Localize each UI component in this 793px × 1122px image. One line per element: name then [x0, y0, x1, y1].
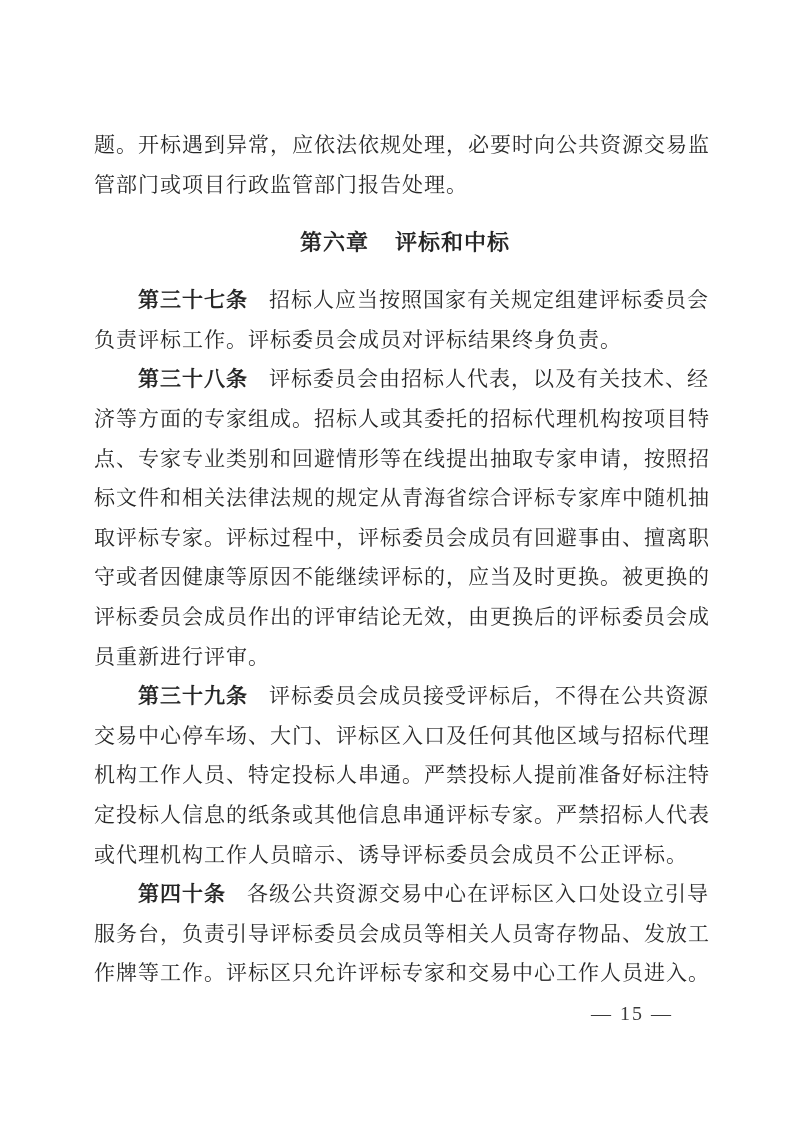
paragraph-line: 题。开标遇到异常，应依法依规处理，必要时向公共资源交易监 — [94, 133, 710, 157]
article-40-label: 第四十条 — [138, 882, 226, 907]
article-39-line: 或代理机构工作人员暗示、诱导评标委员会成员不公正评标。 — [94, 842, 688, 867]
article-39-line: 定投标人信息的纸条或其他信息串通评标专家。严禁招标人代表 — [94, 802, 710, 827]
article-40-first-line — [94, 875, 716, 915]
article-39-label: 第三十九条 — [138, 684, 248, 709]
article-37-line: 负责评标工作。评标委员会成员对评标结果终身负责。 — [94, 327, 622, 352]
article-39-line: 交易中心停车场、大门、评标区入口及任何其他区域与招标代理 — [94, 723, 710, 748]
article-38-line: 取评标专家。评标过程中，评标委员会成员有回避事由、擅离职 — [94, 525, 710, 550]
article-38-line: 点、专家专业类别和回避情形等在线提出抽取专家申请，按照招 — [94, 446, 710, 471]
chapter-title: 评标和中标 — [395, 230, 511, 256]
article-38-line: 守或者因健康等原因不能继续评标的，应当及时更换。被更换的 — [94, 565, 710, 590]
document-body — [94, 126, 716, 994]
page-number: — 15 — — [591, 1003, 673, 1025]
article-39-line: 机构工作人员、特定投标人串通。严禁投标人提前准备好标注特 — [94, 763, 710, 788]
article-39-first-line — [94, 677, 716, 717]
article-38-line: 济等方面的专家组成。招标人或其委托的招标代理机构按项目特 — [94, 406, 710, 431]
article-38-label: 第三十八条 — [138, 367, 248, 392]
article-38-line: 员重新进行评审。 — [94, 644, 270, 669]
article-37-first-line — [94, 281, 716, 321]
article-38-line: 评标委员会成员作出的评审结论无效，由更换后的评标委员会成 — [94, 604, 710, 629]
article-38-line: 标文件和相关法律法规的规定从青海省综合评标专家库中随机抽 — [94, 486, 710, 511]
article-37-label: 第三十七条 — [138, 288, 248, 313]
article-38-text: 评标委员会由招标人代表，以及有关技术、经 — [269, 367, 709, 392]
article-40-line: 作牌等工作。评标区只允许评标专家和交易中心工作人员进入。 — [94, 961, 710, 986]
chapter-number: 第六章 — [299, 230, 369, 256]
article-38-first-line — [94, 360, 716, 400]
article-40-text: 各级公共资源交易中心在评标区入口处设立引导 — [247, 882, 709, 907]
article-40-line: 服务台，负责引导评标委员会成员等相关人员寄存物品、发放工 — [94, 921, 710, 946]
article-37-text: 招标人应当按照国家有关规定组建评标委员会 — [269, 288, 709, 313]
paragraph-line: 管部门或项目行政监管部门报告处理。 — [94, 172, 468, 197]
article-39-text: 评标委员会成员接受评标后，不得在公共资源 — [269, 684, 709, 709]
chapter-heading — [94, 223, 716, 263]
